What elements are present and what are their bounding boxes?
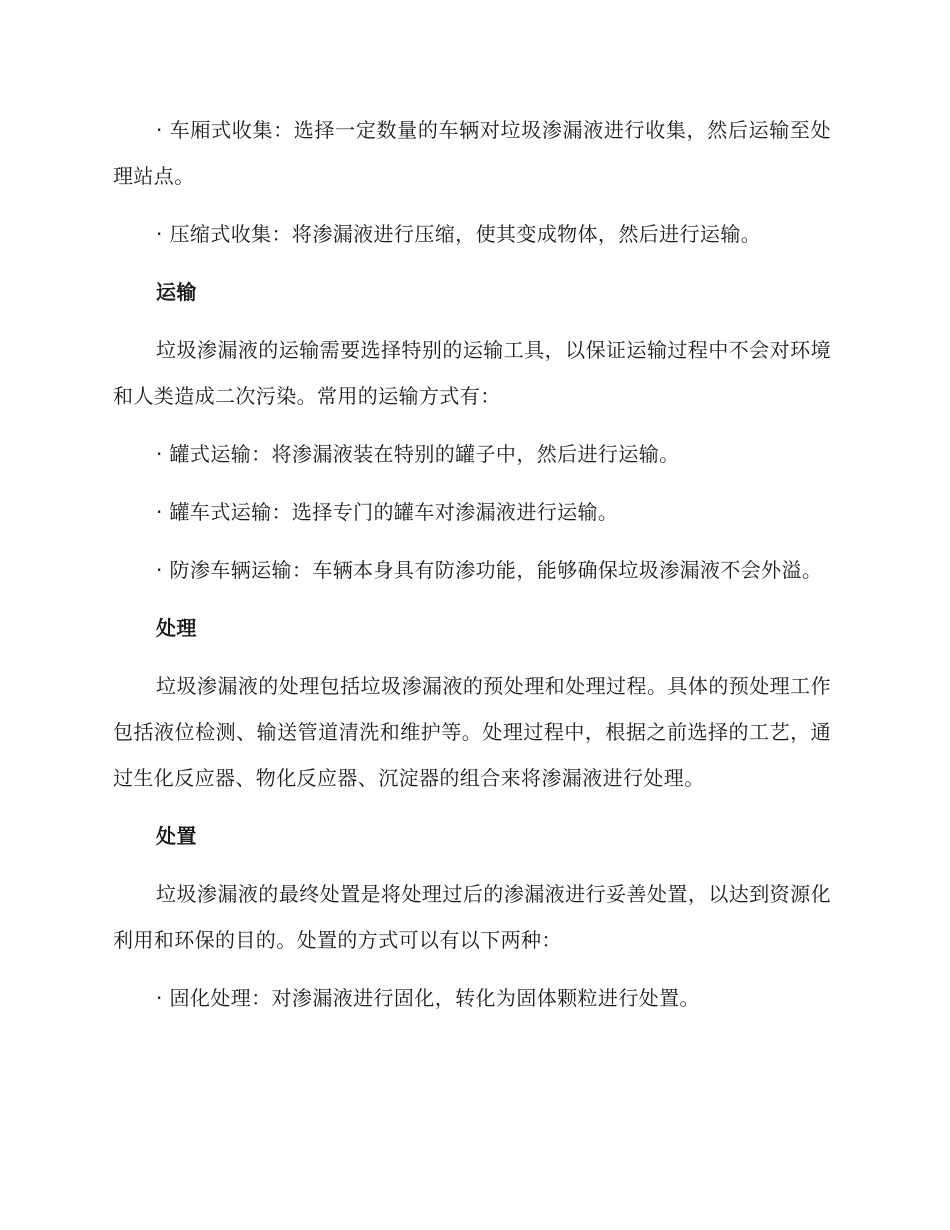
document-body [113,107,831,1033]
section-heading-disposal: 处置 [156,824,197,848]
paragraph-disposal: 垃圾渗漏液的最终处置是将处理过后的渗漏液进行妥善处置，以达到资源化利用和环保的目的。处置的方式可以有以下两种： [113,882,831,952]
bullet-tank-transport: · 罐式运输：将渗漏液装在特别的罐子中，然后进行运输。 [156,442,680,466]
paragraph-treatment: 垃圾渗漏液的处理包括垃圾渗漏液的预处理和处理过程。具体的预处理工作包括液位检测、输送管道清洗和维护等。处理过程中，根据之前选择的工艺，通过生化反应器、物化反应器、沉淀器的组合来将渗漏液进行处理。 [113,674,831,790]
bullet-leakproof-vehicle-transport: · 防渗车辆运输：车辆本身具有防渗功能，能够确保垃圾渗漏液不会外溢。 [156,558,823,582]
bullet-solidification: · 固化处理：对渗漏液进行固化，转化为固体颗粒进行处置。 [156,986,700,1010]
bullet-compartment-collection: · 车厢式收集：选择一定数量的车辆对垃圾渗漏液进行收集，然后运输至处理站点。 [113,118,831,188]
section-heading-treatment: 处理 [156,616,197,640]
section-heading-transport: 运输 [156,280,197,304]
bullet-tanker-transport: · 罐车式运输：选择专门的罐车对渗漏液进行运输。 [156,500,619,524]
paragraph-transport: 垃圾渗漏液的运输需要选择特别的运输工具，以保证运输过程中不会对环境和人类造成二次污染。常用的运输方式有： [113,338,831,408]
bullet-compression-collection: · 压缩式收集：将渗漏液进行压缩，使其变成物体，然后进行运输。 [156,222,762,246]
